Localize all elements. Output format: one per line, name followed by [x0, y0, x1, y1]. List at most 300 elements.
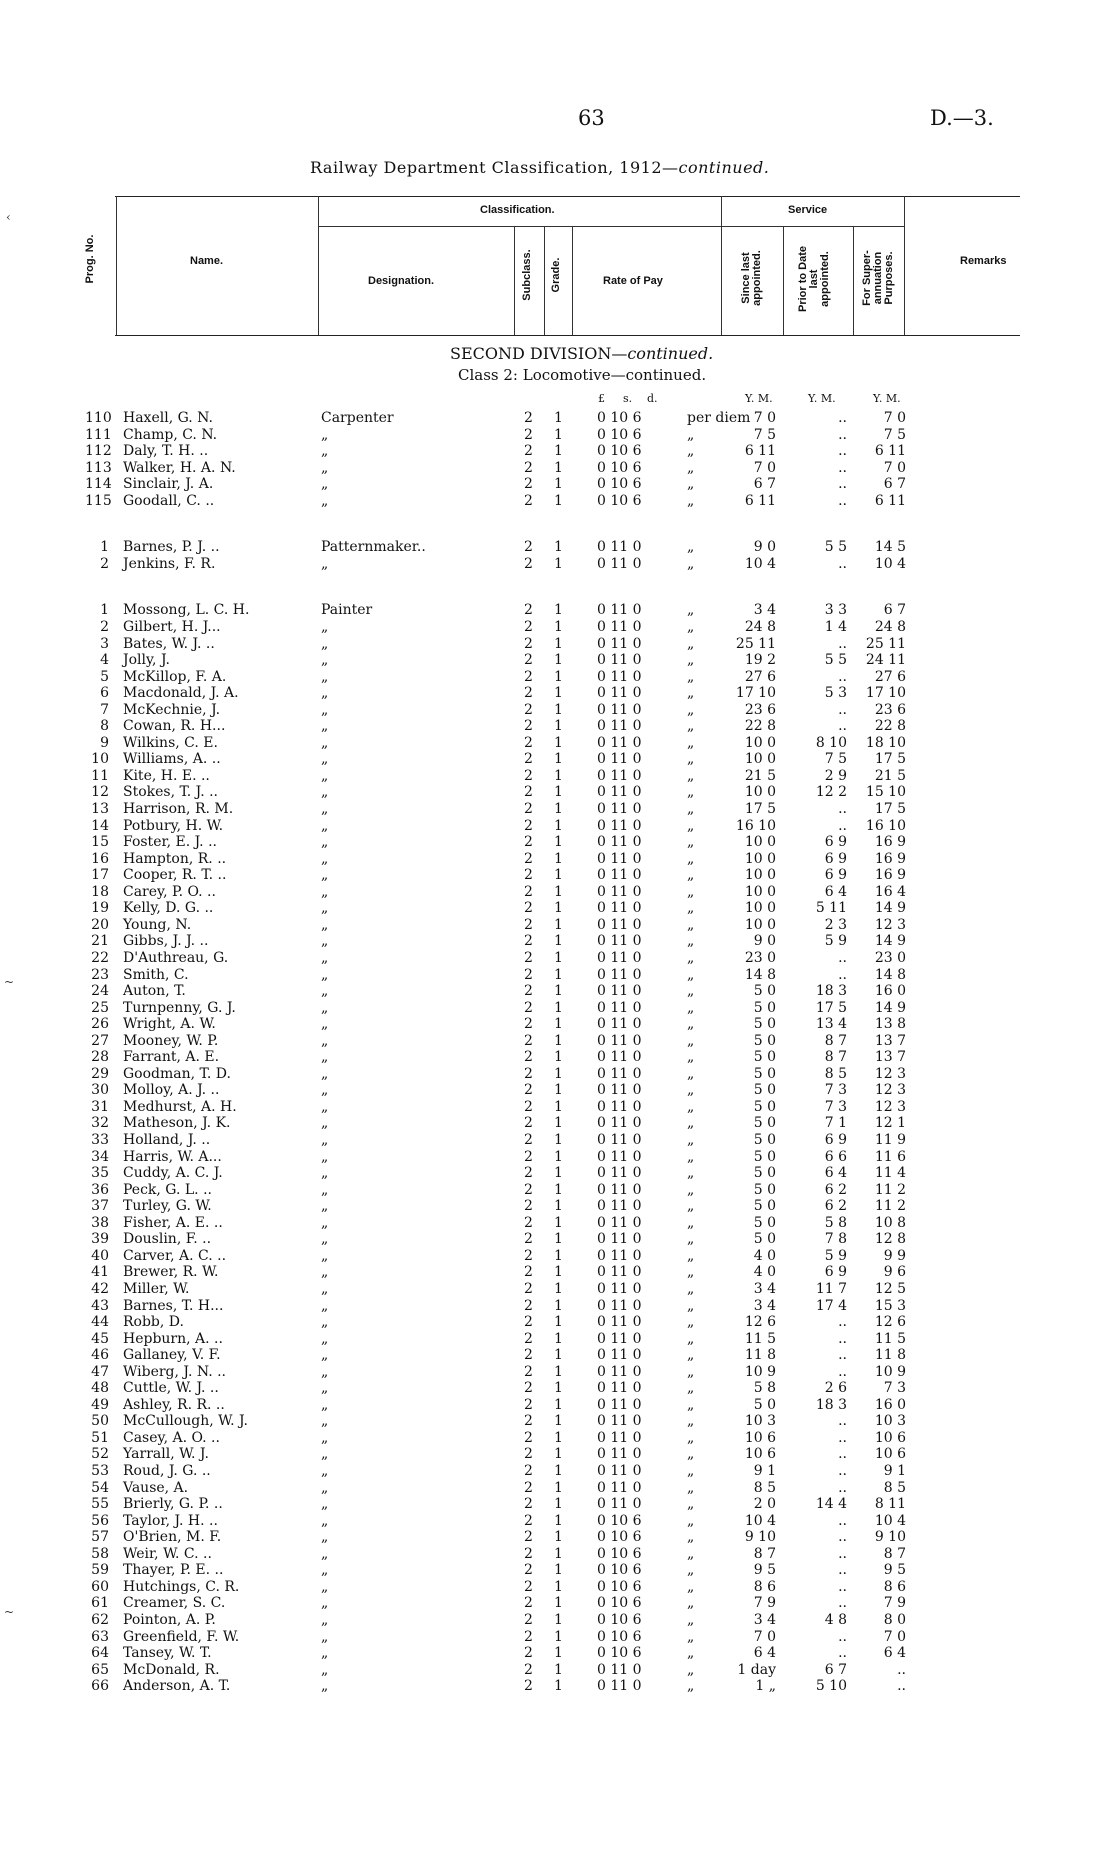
margin-mark: ‹	[6, 210, 11, 224]
rate-cell: 0 11 0	[597, 767, 642, 784]
grade-cell: 1	[554, 1181, 563, 1198]
table-row	[0, 1496, 1114, 1512]
table-row	[0, 1662, 1114, 1678]
since-cell: 6 7	[753, 476, 776, 493]
section-title: SECOND DIVISION—continued.	[450, 344, 714, 363]
grade-cell: 1	[554, 1645, 563, 1662]
rate-period-cell: „	[687, 1082, 695, 1099]
rate-cell: 0 11 0	[597, 1032, 642, 1049]
subclass-cell: 2	[524, 983, 533, 1000]
subclass-cell: 2	[524, 751, 533, 768]
prog-no-cell: 1	[100, 602, 109, 619]
prog-no-cell: 66	[91, 1678, 109, 1695]
rate-cell: 0 11 0	[597, 1297, 642, 1314]
rate-cell: 0 11 0	[597, 1280, 642, 1297]
grade-cell: 1	[554, 1347, 563, 1364]
rate-cell: 0 11 0	[597, 1661, 642, 1678]
super-cell: 10 6	[874, 1429, 906, 1446]
prog-no-cell: 33	[91, 1132, 109, 1148]
header-prog-no: Prog. No.	[84, 234, 96, 284]
prior-cell: 2 6	[824, 1380, 847, 1397]
designation-cell: „	[321, 1595, 329, 1612]
name-cell: Cuttle, W. J. ..	[123, 1380, 219, 1397]
prior-cell: ..	[838, 1595, 847, 1612]
super-cell: 12 1	[874, 1115, 906, 1132]
subclass-cell: 2	[524, 1065, 533, 1082]
prog-no-cell: 61	[91, 1595, 109, 1612]
rate-cell: 0 11 0	[597, 1098, 642, 1115]
prog-no-cell: 8	[100, 718, 109, 735]
rate-period-cell: „	[687, 1098, 695, 1115]
since-cell: 5 0	[753, 1049, 776, 1066]
since-cell: 5 0	[753, 1165, 776, 1182]
grade-cell: 1	[554, 1132, 563, 1148]
subclass-cell: 2	[524, 1545, 533, 1562]
designation-cell: „	[321, 1198, 329, 1215]
table-row	[0, 967, 1114, 983]
prior-cell: 6 9	[824, 834, 847, 851]
rate-period-cell: „	[687, 1065, 695, 1082]
name-cell: McDonald, R.	[123, 1661, 220, 1678]
since-cell: 6 4	[753, 1645, 776, 1662]
prog-no-cell: 26	[91, 1016, 109, 1033]
rate-period-cell: „	[687, 492, 695, 509]
super-cell: 24 11	[865, 652, 906, 669]
prior-cell: 6 9	[824, 1264, 847, 1281]
rate-period-cell: „	[687, 1132, 695, 1148]
prior-cell: 5 3	[824, 685, 847, 702]
grade-cell: 1	[554, 476, 563, 493]
prog-no-cell: 19	[91, 900, 109, 917]
prior-cell: ..	[838, 1578, 847, 1595]
header-service: Service	[788, 204, 828, 216]
grade-cell: 1	[554, 1678, 563, 1695]
name-cell: Hampton, R. ..	[123, 850, 227, 867]
since-cell: 14 8	[744, 966, 776, 983]
table-row	[0, 1149, 1114, 1165]
designation-cell: Carpenter	[321, 410, 394, 426]
designation-cell: „	[321, 492, 329, 509]
prog-no-cell: 59	[91, 1562, 109, 1579]
name-cell: Sinclair, J. A.	[123, 476, 214, 493]
rate-period-cell: „	[687, 652, 695, 669]
grade-cell: 1	[554, 1446, 563, 1463]
name-cell: Mossong, L. C. H.	[123, 602, 250, 619]
since-cell: 5 0	[753, 1098, 776, 1115]
super-cell: 10 9	[874, 1363, 906, 1380]
prior-cell: 6 6	[824, 1148, 847, 1165]
header-prior: Prior to Date last appointed.	[797, 246, 831, 313]
table-row	[0, 1298, 1114, 1314]
subclass-cell: 2	[524, 1148, 533, 1165]
table-row	[0, 768, 1114, 784]
super-cell: 12 6	[874, 1314, 906, 1331]
rate-period-cell: „	[687, 1429, 695, 1446]
rate-cell: 0 11 0	[597, 1363, 642, 1380]
prior-cell: 7 3	[824, 1082, 847, 1099]
table-row	[0, 1248, 1114, 1264]
rate-period-cell: „	[687, 734, 695, 751]
designation-cell: Patternmaker..	[321, 539, 426, 556]
rate-cell: 0 11 0	[597, 850, 642, 867]
rate-period-cell: „	[687, 933, 695, 950]
since-cell: 6 11	[744, 492, 776, 509]
prog-no-cell: 49	[91, 1396, 109, 1413]
super-cell: 14 8	[874, 966, 906, 983]
name-cell: Potbury, H. W.	[123, 817, 224, 834]
prog-no-cell: 16	[91, 850, 109, 867]
grade-cell: 1	[554, 618, 563, 635]
rate-cell: 0 11 0	[597, 916, 642, 933]
rate-cell: 0 11 0	[597, 1132, 642, 1148]
grade-cell: 1	[554, 652, 563, 669]
name-cell: Carey, P. O. ..	[123, 883, 216, 900]
prog-no-cell: 46	[91, 1347, 109, 1364]
rate-cell: 0 11 0	[597, 635, 642, 652]
prior-cell: 7 5	[824, 751, 847, 768]
prior-cell: 8 10	[815, 734, 847, 751]
grade-cell: 1	[554, 949, 563, 966]
subclass-cell: 2	[524, 1247, 533, 1264]
prog-no-cell: 42	[91, 1280, 109, 1297]
table-row	[0, 1579, 1114, 1595]
prog-no-cell: 2	[100, 618, 109, 635]
prior-cell: ..	[838, 718, 847, 735]
rate-period-cell: „	[687, 916, 695, 933]
since-cell: 16 10	[735, 817, 776, 834]
subclass-cell: 2	[524, 1611, 533, 1628]
name-cell: Wright, A. W.	[123, 1016, 216, 1033]
subclass-cell: 2	[524, 1628, 533, 1645]
rate-period-cell: „	[687, 834, 695, 851]
subclass-cell: 2	[524, 1429, 533, 1446]
rate-period-cell: „	[687, 1562, 695, 1579]
designation-cell: „	[321, 751, 329, 768]
name-cell: Casey, A. O. ..	[123, 1429, 220, 1446]
designation-cell: „	[321, 1611, 329, 1628]
prog-no-cell: 56	[91, 1512, 109, 1529]
designation-cell: „	[321, 1396, 329, 1413]
designation-cell: „	[321, 1016, 329, 1033]
rate-period-cell: „	[687, 1032, 695, 1049]
name-cell: O'Brien, M. F.	[123, 1529, 222, 1546]
class-line: Class 2: Locomotive—continued.	[458, 366, 707, 384]
rate-period-cell: „	[687, 668, 695, 685]
designation-cell: „	[321, 1380, 329, 1397]
unit-pounds: £	[598, 392, 605, 405]
table-row	[0, 735, 1114, 751]
super-cell: 6 11	[874, 443, 906, 460]
super-cell: 12 3	[874, 1098, 906, 1115]
since-cell: 10 0	[744, 867, 776, 884]
grade-cell: 1	[554, 555, 563, 572]
prior-cell: ..	[838, 1529, 847, 1546]
prior-cell: 2 3	[824, 916, 847, 933]
since-cell: 5 0	[753, 1181, 776, 1198]
rate-cell: 0 10 6	[597, 410, 642, 426]
super-cell: 11 2	[874, 1181, 906, 1198]
designation-cell: „	[321, 933, 329, 950]
grade-cell: 1	[554, 1330, 563, 1347]
table-row	[0, 801, 1114, 817]
subclass-cell: 2	[524, 718, 533, 735]
rate-period-cell: per diem	[687, 410, 751, 426]
designation-cell: „	[321, 1049, 329, 1066]
grade-cell: 1	[554, 1280, 563, 1297]
prog-no-cell: 44	[91, 1314, 109, 1331]
rate-cell: 0 11 0	[597, 685, 642, 702]
prior-cell: ..	[838, 410, 847, 426]
table-row	[0, 652, 1114, 668]
rate-cell: 0 11 0	[597, 539, 642, 556]
designation-cell: „	[321, 867, 329, 884]
header-super: For Super- annuation Purposes.	[861, 250, 895, 306]
designation-cell: „	[321, 1562, 329, 1579]
super-cell: 13 7	[874, 1032, 906, 1049]
table-row	[0, 1364, 1114, 1380]
designation-cell: „	[321, 718, 329, 735]
grade-cell: 1	[554, 1115, 563, 1132]
rate-period-cell: „	[687, 1661, 695, 1678]
table-row	[0, 1380, 1114, 1396]
rate-cell: 0 11 0	[597, 1049, 642, 1066]
prior-cell: ..	[838, 443, 847, 460]
since-cell: 17 5	[744, 801, 776, 817]
table-row	[0, 669, 1114, 685]
designation-cell: „	[321, 834, 329, 851]
grade-cell: 1	[554, 999, 563, 1016]
designation-cell: „	[321, 999, 329, 1016]
since-cell: 1 day	[737, 1661, 776, 1678]
subclass-cell: 2	[524, 459, 533, 476]
designation-cell: „	[321, 652, 329, 669]
designation-cell: „	[321, 1330, 329, 1347]
rate-period-cell: „	[687, 1578, 695, 1595]
name-cell: Anderson, A. T.	[123, 1678, 231, 1695]
since-cell: 8 7	[753, 1545, 776, 1562]
prior-cell: 6 9	[824, 1132, 847, 1148]
super-cell: 9 6	[883, 1264, 906, 1281]
super-cell: 12 5	[874, 1280, 906, 1297]
name-cell: Fisher, A. E. ..	[123, 1214, 223, 1231]
designation-cell: „	[321, 685, 329, 702]
document-reference: D.—3.	[930, 106, 994, 130]
since-cell: 10 0	[744, 834, 776, 851]
table-row	[0, 1132, 1114, 1148]
super-cell: 6 11	[874, 492, 906, 509]
prior-cell: 8 5	[824, 1065, 847, 1082]
name-cell: Molloy, A. J. ..	[123, 1082, 220, 1099]
rate-period-cell: „	[687, 1413, 695, 1430]
prog-no-cell: 65	[91, 1661, 109, 1678]
name-cell: Carver, A. C. ..	[123, 1247, 227, 1264]
designation-cell: „	[321, 817, 329, 834]
prior-cell: 2 9	[824, 767, 847, 784]
prior-cell: 5 5	[824, 652, 847, 669]
subclass-cell: 2	[524, 1297, 533, 1314]
prior-cell: ..	[838, 1413, 847, 1430]
header-subclass: Subclass.	[521, 249, 533, 301]
rate-cell: 0 11 0	[597, 1413, 642, 1430]
grade-cell: 1	[554, 900, 563, 917]
name-cell: Taylor, J. H. ..	[123, 1512, 218, 1529]
prog-no-cell: 64	[91, 1645, 109, 1662]
since-cell: 12 6	[744, 1314, 776, 1331]
rate-period-cell: „	[687, 1165, 695, 1182]
prog-no-cell: 3	[100, 635, 109, 652]
rate-cell: 0 11 0	[597, 1231, 642, 1248]
grade-cell: 1	[554, 685, 563, 702]
rate-cell: 0 10 6	[597, 1595, 642, 1612]
subclass-cell: 2	[524, 1330, 533, 1347]
name-cell: Brewer, R. W.	[123, 1264, 219, 1281]
grade-cell: 1	[554, 1396, 563, 1413]
name-cell: Vause, A.	[123, 1479, 189, 1496]
rate-cell: 0 11 0	[597, 1082, 642, 1099]
subclass-cell: 2	[524, 1363, 533, 1380]
table-row	[0, 950, 1114, 966]
table-row	[0, 900, 1114, 916]
table-row	[0, 1480, 1114, 1496]
super-cell: 16 4	[874, 883, 906, 900]
rate-period-cell: „	[687, 1148, 695, 1165]
rate-period-cell: „	[687, 1115, 695, 1132]
prior-cell: ..	[838, 1545, 847, 1562]
super-cell: 7 0	[883, 459, 906, 476]
table-row	[0, 460, 1114, 476]
rate-cell: 0 10 6	[597, 476, 642, 493]
rate-cell: 0 11 0	[597, 1016, 642, 1033]
super-cell: 15 10	[865, 784, 906, 801]
subclass-cell: 2	[524, 1181, 533, 1198]
rate-period-cell: „	[687, 1181, 695, 1198]
since-cell: 5 8	[753, 1380, 776, 1397]
since-cell: 24 8	[744, 618, 776, 635]
super-cell: 8 0	[883, 1611, 906, 1628]
prior-cell: ..	[838, 476, 847, 493]
super-cell: 8 11	[874, 1496, 906, 1513]
since-cell: 10 0	[744, 751, 776, 768]
prog-no-cell: 111	[85, 426, 112, 443]
designation-cell: „	[321, 443, 329, 460]
since-cell: 10 0	[744, 883, 776, 900]
rate-cell: 0 11 0	[597, 949, 642, 966]
rate-cell: 0 11 0	[597, 1446, 642, 1463]
table-row	[0, 1264, 1114, 1280]
rate-period-cell: „	[687, 999, 695, 1016]
rate-period-cell: „	[687, 1314, 695, 1331]
name-cell: Harrison, R. M.	[123, 801, 234, 817]
table-row	[0, 427, 1114, 443]
unit-since: Y. M.	[745, 392, 773, 405]
rate-cell: 0 11 0	[597, 555, 642, 572]
since-cell: 9 0	[753, 933, 776, 950]
table-row	[0, 1115, 1114, 1131]
subclass-cell: 2	[524, 1280, 533, 1297]
grade-cell: 1	[554, 1429, 563, 1446]
prog-no-cell: 15	[91, 834, 109, 851]
super-cell: 9 1	[883, 1463, 906, 1479]
rate-cell: 0 11 0	[597, 1247, 642, 1264]
since-cell: 9 1	[753, 1463, 776, 1479]
table-row	[0, 1430, 1114, 1446]
rate-cell: 0 11 0	[597, 1314, 642, 1331]
grade-cell: 1	[554, 1363, 563, 1380]
name-cell: Jolly, J.	[123, 652, 170, 669]
name-cell: Daly, T. H. ..	[123, 443, 209, 460]
prog-no-cell: 30	[91, 1082, 109, 1099]
designation-cell: „	[321, 949, 329, 966]
rate-cell: 0 10 6	[597, 1529, 642, 1546]
rate-period-cell: „	[687, 1347, 695, 1364]
super-cell: 11 2	[874, 1198, 906, 1215]
unit-shillings: s.	[623, 392, 633, 405]
header-grade: Grade.	[550, 257, 562, 293]
super-cell: 15 3	[874, 1297, 906, 1314]
grade-cell: 1	[554, 1214, 563, 1231]
name-cell: Wilkins, C. E.	[123, 734, 218, 751]
since-cell: 7 0	[753, 1628, 776, 1645]
table-row	[0, 476, 1114, 492]
table-row	[0, 1215, 1114, 1231]
header-remarks: Remarks	[960, 255, 1007, 267]
designation-cell: „	[321, 1363, 329, 1380]
table-row	[0, 1000, 1114, 1016]
super-cell: 12 3	[874, 1082, 906, 1099]
designation-cell: „	[321, 668, 329, 685]
table-row	[0, 1099, 1114, 1115]
grade-cell: 1	[554, 1380, 563, 1397]
super-cell: 10 8	[874, 1214, 906, 1231]
since-cell: 11 8	[744, 1347, 776, 1364]
table-row	[0, 1347, 1114, 1363]
table-row	[0, 784, 1114, 800]
name-cell: Kite, H. E. ..	[123, 767, 210, 784]
name-cell: Barnes, T. H...	[123, 1297, 224, 1314]
name-cell: Greenfield, F. W.	[123, 1628, 240, 1645]
name-cell: Creamer, S. C.	[123, 1595, 226, 1612]
rate-cell: 0 11 0	[597, 618, 642, 635]
name-cell: Cuddy, A. C. J.	[123, 1165, 223, 1182]
designation-cell: „	[321, 1479, 329, 1496]
designation-cell: „	[321, 1628, 329, 1645]
prog-no-cell: 47	[91, 1363, 109, 1380]
name-cell: Bates, W. J. ..	[123, 635, 215, 652]
rate-cell: 0 11 0	[597, 867, 642, 884]
rate-period-cell: „	[687, 718, 695, 735]
prior-cell: 12 2	[815, 784, 847, 801]
since-cell: 10 3	[744, 1413, 776, 1430]
subclass-cell: 2	[524, 602, 533, 619]
since-cell: 10 6	[744, 1446, 776, 1463]
table-row	[0, 1182, 1114, 1198]
prior-cell: ..	[838, 1562, 847, 1579]
unit-super: Y. M.	[873, 392, 901, 405]
table-row	[0, 602, 1114, 618]
prior-cell: 6 9	[824, 850, 847, 867]
table-row	[0, 1678, 1114, 1694]
name-cell: Goodall, C. ..	[123, 492, 215, 509]
grade-cell: 1	[554, 983, 563, 1000]
prog-no-cell: 54	[91, 1479, 109, 1496]
prog-no-cell: 62	[91, 1611, 109, 1628]
designation-cell: „	[321, 1314, 329, 1331]
super-cell: 14 9	[874, 999, 906, 1016]
since-cell: 4 0	[753, 1247, 776, 1264]
prog-no-cell: 18	[91, 883, 109, 900]
table-row	[0, 1397, 1114, 1413]
rate-cell: 0 11 0	[597, 933, 642, 950]
